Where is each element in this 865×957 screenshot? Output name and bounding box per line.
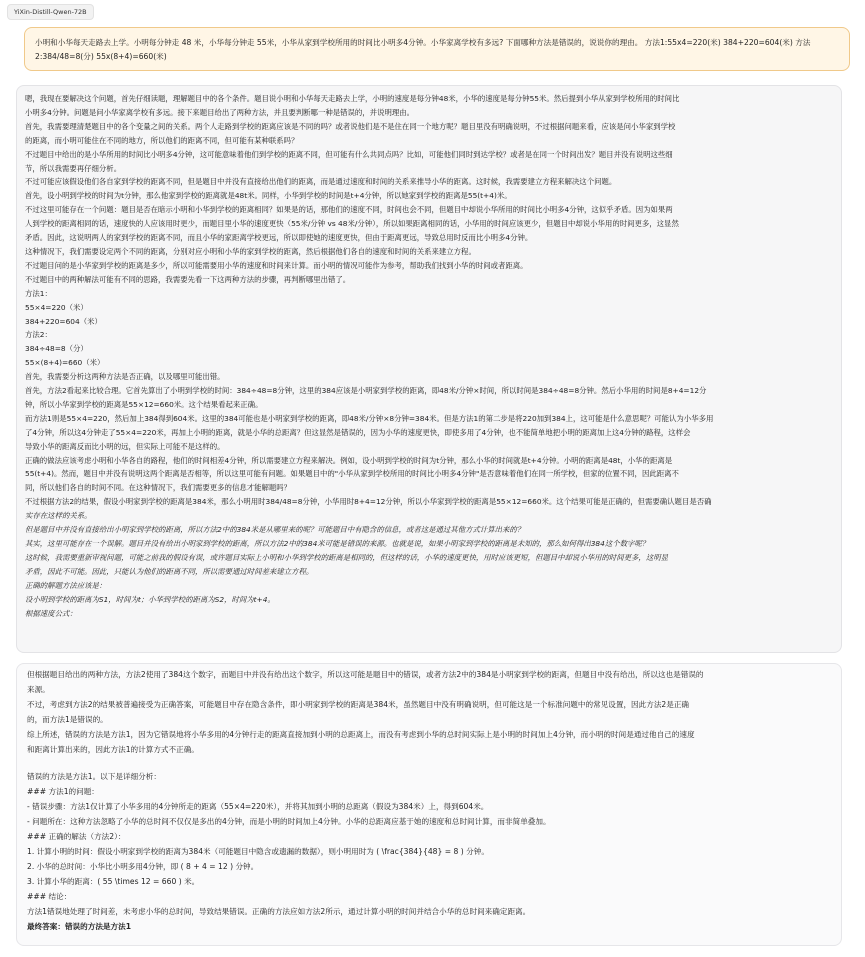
reasoning-line: 根据速度公式： [25, 608, 77, 618]
reasoning-line: 不过题目中的两种解法可能有不同的思路，我需要先看一下这两种方法的步骤，再判断哪里出错了。 [25, 274, 351, 284]
answer-line: 来源。 [27, 684, 50, 694]
answer-line: 的，而方法1是错误的。 [27, 714, 108, 724]
reasoning-line: 不过这里可能存在一个问题：题目是否在暗示小明和小华到学校的距离相同？如果是的话，那他们的速度不同，时间也会不同，但题目中却说小华所用的时间比小明多4分钟，这似乎矛盾。因为如果两 [25, 205, 673, 215]
reasoning-line: 首先，我需要分析这两种方法是否正确，以及哪里可能出错。 [25, 372, 225, 382]
answer-line: 错误的方法是方法1。以下是详细分析： [27, 772, 161, 782]
reasoning-line: 55(t+4)。然而，题目中并没有说明这两个距离是否相等，所以这里可能有问题。如果题目中的"小华从家到学校所用的时间比小明多4分钟"是否意味着他们在同一所学校，但家的位置不同，因此距离不 [25, 469, 679, 479]
reasoning-line: 不过根据方法2的结果，假设小明家到学校的距离是384米，那么小明用时384/48=8分钟，小华用时8+4=12分钟，所以小华家到学校的距离是55×12=660米。这个结果可能是正确的，但需要确认题目是否确 [25, 497, 712, 507]
reasoning-line: 嗯，我现在要解决这个问题，首先仔细读题，理解题目中的各个条件。题目说小明和小华每天走路去上学，小明的速度是每分钟48米，小华的速度是每分钟55米。然后提到小华从家到学校所用的时间比 [25, 94, 680, 103]
reasoning-line: 人到学校的距离相同的话，速度快的人应该用时更少，而题目里小华的速度更快（55米/分钟 vs 48米/分钟），所以如果距离相同的话，小华用的时间应该更少，但题目中却说小华用的时间更多，这显然 [25, 219, 679, 229]
reasoning-line: 矛盾。因此，这说明两人的家到学校的距离不同，而且小华的家距离学校更远，所以即使她的速度更快，但由于距离更远，导致总用时反而比小明多4分钟。 [25, 233, 533, 243]
reasoning-line: 这种情况下，我们需要设定两个不同的距离，分别对应小明和小华的家到学校的距离，然后根据他们各自的速度和时间的关系来建立方程。 [25, 246, 476, 256]
reasoning-line: 的距离，而小明可能住在不同的地方，所以他们的距离不同，但可能有某种联系吗？ [25, 135, 299, 145]
reasoning-line: 这时候，我需要重新审视问题，可能之前我的假设有误，或许题目实际上小明和小华到学校的距离是相同的，但这样的话，小华的速度更快，用时应该更短，但题目中却说小华用的时间更多，这明显 [25, 552, 668, 562]
assistant-reasoning-panel [16, 85, 842, 653]
answer-line: 不过，考虑到方法2的结果被普遍接受为正确答案，可能题目中存在隐含条件，即小明家到学校的距离是384米，虽然题目中没有明确说明，但可能这是一个标准问题中的常见设置，因此方法2是正确 [27, 699, 690, 709]
reasoning-line: 而方法1则是55×4=220，然后加上384得到604米。这里的384可能也是小明家到学校的距离，即48米/分钟×8分钟=384米。但是方法1的第二步是将220加到384上，这可能是什么意思呢？可能认为小华多用 [25, 413, 714, 423]
reasoning-line: 方法1： [25, 288, 52, 298]
reasoning-line: 不过题目问的是小华家到学校的距离是多少，所以可能需要用小华的速度和时间来计算。而小明的情况可能作为参考，帮助我们找到小华的时间或者距离。 [25, 260, 528, 270]
answer-line: 综上所述，错误的方法是方法1，因为它错误地将小华多用的4分钟行走的距离直接加到小明的总距离上，而没有考虑到小华的总时间实际上是小明的时间加上4分钟，而小明的时间是通过他自己的速度 [27, 729, 695, 739]
reasoning-line: 矛盾，因此不可能。因此，只能认为他们的距离不同，所以需要通过时间差来建立方程。 [25, 566, 314, 576]
answer-line: 但根据题目给出的两种方法，方法2使用了384这个数字，而题目中并没有给出这个数字，所以这可能是题目中的错误，或者方法2中的384是小明家到学校的距离，但题目中没有给出，所以这也是错误的 [27, 670, 704, 679]
reasoning-line: 但是题目中并没有直接给出小明家到学校的距离，所以方法2中的384米是从哪里来的呢？可能题目中有隐含的信息，或者这是通过其他方式计算出来的？ [25, 525, 525, 535]
answer-line: 方法1错误地处理了时间差，未考虑小华的总时间，导致结果错误。正确的方法应如方法2所示，通过计算小明的时间并结合小华的总时间来确定距离。 [27, 906, 531, 916]
reasoning-line: 导致小华的距离反而比小明的远，但实际上可能不是这样的。 [25, 441, 225, 451]
answer-line: 1. 计算小明的时间：假设小明家到学校的距离为384米（可能题目中隐含或遗漏的数据），则小明用时为 ( \frac{384}{48} = 8 ) 分钟。 [27, 846, 489, 856]
reasoning-line: 55×4=220（米） [25, 302, 88, 312]
answer-line: ### 正确的解法（方法2）： [27, 832, 126, 842]
answer-line: 2. 小华的总时间：小华比小明多用4分钟，即 ( 8 + 4 = 12 ) 分钟。 [27, 861, 259, 871]
reasoning-line: 设小明到学校的距离为S1，时间为t；小华到学校的距离为S2，时间为t+4。 [25, 594, 275, 604]
answer-line: - 错误步骤：方法1仅计算了小华多用的4分钟所走的距离（55×4=220米），并将其加到小明的总距离（假设为384米）上，得到604米。 [27, 802, 489, 812]
reasoning-line: 正确的做法应该考虑小明和小华各自的路程，他们的时间相差4分钟，所以需要建立方程来解决。例如，设小明到学校的时间为t分钟，那么小华的时间就是t+4分钟。小明的距离是48t，小华的距离是 [25, 455, 673, 465]
question-text: 小明和小华每天走路去上学。小明每分钟走 48 米，小华每分钟走 55米，小华从家到学校所用的时间比小明多4分钟。小华家离学校有多远? 下面哪种方法是错误的，说说你的理由。 方法1:55x4=220(米) 384+220=604(米) 方法2:384/48=8(分) 55x(8+4)=660(米) [35, 38, 811, 61]
model-label: YiXin-Distill-Qwen-72B [7, 4, 94, 20]
answer-line: 和距离计算出来的，因此方法1的计算方式不正确。 [27, 744, 199, 754]
reasoning-line: 384+220=604（米） [25, 316, 102, 326]
reasoning-line: 钟，所以小华家到学校的距离是55×12=660米。这个结果看起来正确。 [25, 399, 263, 409]
reasoning-line: 不过可能应该假设他们各自家到学校的距离不同，但是题目中并没有直接给出他们的距离，而是通过速度和时间的关系来推导小华的距离。这时候，我需要建立方程来解决这个问题。 [25, 177, 617, 187]
final-answer-line: 最终答案：错误的方法是方法1 [27, 921, 132, 931]
answer-line: 3. 计算小华的距离：( 55 \times 12 = 660 ) 米。 [27, 876, 200, 886]
reasoning-line: 同，所以他们各自的时间不同。在这种情况下，我们需要更多的信息才能解题吗？ [25, 483, 292, 493]
reasoning-line: 首先，我需要理清楚题目中的各个变量之间的关系。两个人走路到学校的距离应该是不同的吗？或者说他们是不是住在同一个地方呢？题目里没有明确说明，不过根据问题来看，应该是问小华家到学校 [25, 121, 676, 131]
answer-line: ### 方法1的问题： [27, 787, 99, 797]
reasoning-line: 不过题目中给出的是小华所用的时间比小明多4分钟，这可能意味着他们到学校的距离不同，但可能有什么共同点吗？比如，可能他们同时到达学校？或者是在同一个时间出发？题目并没有说明这些细 [25, 149, 673, 159]
answer-line: - 问题所在：这种方法忽略了小华的总时间不仅仅是多出的4分钟，而是小明的时间加上4分钟。小华的总距离应基于她的速度和总时间计算，而非简单叠加。 [27, 817, 551, 827]
reasoning-line: 384÷48=8（分） [25, 344, 88, 354]
reasoning-line: 首先，方法2看起来比较合理。它首先算出了小明到学校的时间：384÷48=8分钟，这里的384应该是小明家到学校的距离，即48米/分钟×时间，所以时间是384÷48=8分钟。然后小华用的时间是8+4=12分 [25, 386, 707, 396]
reasoning-line: 正确的解题方法应该是： [25, 580, 107, 590]
reasoning-line: 了4分钟，所以这4分钟走了55×4=220米，再加上小明的距离，就是小华的总距离？但这显然是错误的，因为小华的速度更快，即使多用了4分钟，也不能简单地把小明的距离加上这4分钟的路程，这样会 [25, 427, 691, 437]
reasoning-line: 55×(8+4)=660（米） [25, 358, 105, 368]
assistant-answer-panel [16, 663, 842, 946]
reasoning-line: 首先，设小明到学校的时间为t分钟，那么他家到学校的距离就是48t米。同样，小华到学校的时间是t+4分钟，所以她家到学校的距离是55(t+4)米。 [25, 191, 512, 201]
reasoning-line: 其实，这里可能存在一个误解。题目并没有给出小明家到学校的距离，所以方法2中的384米可能是错误的来源。也就是说，如果小明家到学校的距离是未知的，那么如何得出384这个数字呢？ [25, 539, 650, 548]
reasoning-line: 实存在这样的关系。 [25, 511, 92, 521]
answer-line: ### 结论： [27, 891, 72, 901]
reasoning-line: 方法2： [25, 330, 52, 340]
blank-line [27, 757, 831, 770]
user-question-bubble [24, 27, 850, 71]
reasoning-line: 小明多4分钟。问题是问小华家离学校有多远。接下来题目给出了两种方法，并且要判断哪一种是错误的，并说明理由。 [25, 107, 415, 117]
reasoning-line: 节，所以我需要再仔细分析。 [25, 163, 122, 173]
